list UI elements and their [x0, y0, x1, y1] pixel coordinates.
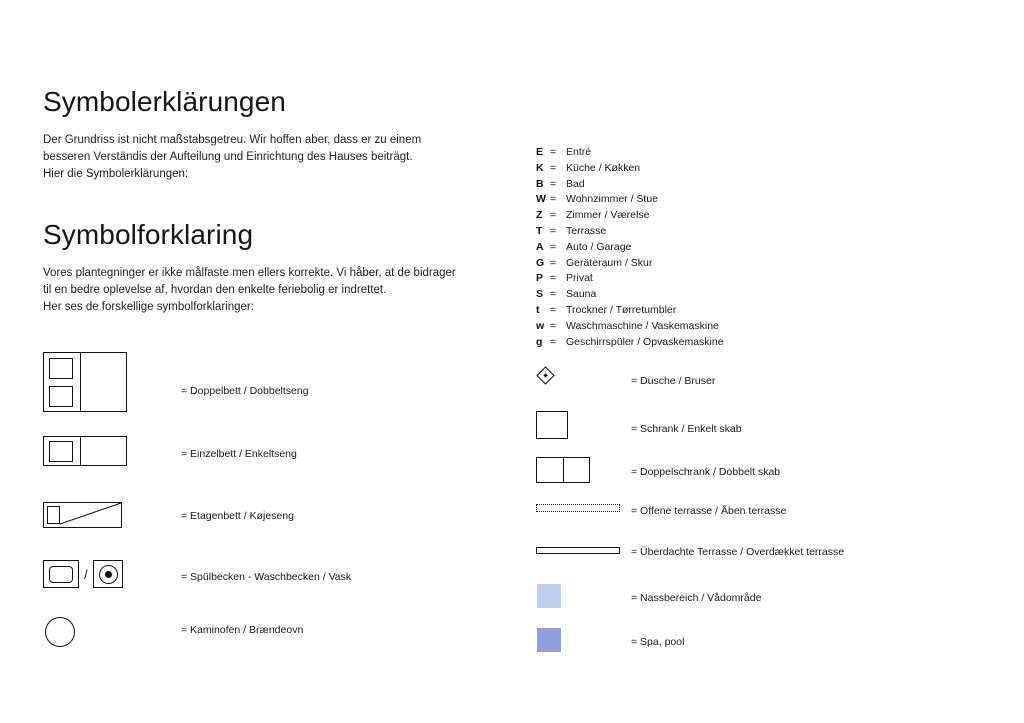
- abbreviation-equals: =: [550, 272, 557, 285]
- legend-item-double-bed: [43, 352, 513, 416]
- single-bed-icon: [43, 436, 127, 466]
- legend-item-shower: [536, 368, 936, 411]
- legend-label-fireplace: = Kaminofen / Brændeovn: [181, 624, 304, 636]
- abbreviation-value: Auto / Garage: [566, 240, 632, 253]
- abbreviation-equals: =: [550, 193, 557, 206]
- abbreviation-value: Trockner / Tørretumbler: [566, 303, 677, 316]
- bunk-bed-icon: [43, 502, 125, 535]
- abbreviation-key: E: [536, 146, 544, 158]
- abbreviation-row: [536, 320, 856, 336]
- abbreviation-list: [536, 146, 856, 351]
- double-closet-icon: [536, 457, 590, 483]
- intro-paragraph-de: [43, 132, 503, 183]
- abbreviation-row: [536, 241, 856, 257]
- legend-item-double-closet: [536, 453, 936, 496]
- abbreviation-key: W: [536, 193, 546, 206]
- legend-item-spa-pool: [536, 623, 936, 666]
- washbasin-round-icon: [93, 560, 123, 588]
- legend-label-sink: = Spülbecken - Waschbecken / Vask: [181, 571, 352, 583]
- abbreviation-key: Z: [536, 209, 543, 222]
- abbreviation-equals: =: [550, 161, 557, 174]
- abbreviation-key: t: [536, 303, 540, 316]
- abbreviation-value: Entré: [566, 146, 592, 158]
- abbreviation-key: S: [536, 288, 544, 301]
- abbreviation-equals: =: [550, 335, 557, 348]
- legend-label-shower: = Dusche / Bruser: [631, 375, 716, 387]
- abbreviation-equals: =: [550, 303, 557, 316]
- covered-terrace-icon: [536, 547, 620, 554]
- abbreviation-equals: =: [550, 209, 557, 222]
- shower-icon: [539, 369, 552, 382]
- intro-de-line-1: Der Grundriss ist nicht maßstabsgetreu. Wir hoffen aber, dass er zu einem: [43, 134, 422, 146]
- abbreviation-key: P: [536, 272, 544, 285]
- legend-item-sink: [43, 538, 513, 599]
- abbreviation-value: Geschirrspüler / Opvaskemaskine: [566, 335, 724, 348]
- page-title-da: Symbolforklaring: [43, 219, 254, 250]
- abbreviation-row: [536, 209, 856, 225]
- double-bed-icon: [43, 352, 127, 412]
- legend-item-single-bed: [43, 416, 513, 477]
- abbreviation-row: [536, 193, 856, 209]
- legend-label-single-bed: = Einzelbett / Enkeltseng: [181, 448, 297, 460]
- legend-item-covered-terrace: [536, 538, 936, 581]
- fireplace-icon: [45, 617, 75, 647]
- abbreviation-row: [536, 178, 856, 194]
- intro-paragraph-da: [43, 265, 503, 316]
- abbreviation-value: Wohnzimmer / Stue: [566, 193, 659, 206]
- abbreviation-row: [536, 272, 856, 288]
- intro-da-line-2: til en bedre oplevelse af, hvordan den enkelte feriebolig er indrettet.: [43, 284, 387, 296]
- sink-washbasin-icon: [43, 560, 123, 588]
- open-terrace-icon: [536, 504, 620, 512]
- abbreviation-value: Bad: [566, 177, 585, 190]
- abbreviation-row: [536, 162, 856, 178]
- abbreviation-key: G: [536, 256, 545, 269]
- abbreviation-value: Küche / Køkken: [566, 161, 641, 174]
- legend-item-open-terrace: [536, 496, 936, 539]
- abbreviation-row: [536, 336, 856, 352]
- legend-label-wet-area: = Nassbereich / Vådområde: [631, 591, 762, 604]
- legend-label-spa-pool: = Spa, pool: [631, 636, 685, 648]
- abbreviation-value: Zimmer / Værelse: [566, 209, 650, 222]
- abbreviation-row: [536, 146, 856, 162]
- abbreviation-value: Sauna: [566, 288, 597, 301]
- legend-label-covered-terrace: = Überdachte Terrasse / Overdækket terrasse: [631, 546, 845, 558]
- intro-de-line-2: besseren Verständis der Aufteilung und Einrichtung des Hauses beiträgt.: [43, 151, 413, 163]
- single-closet-icon: [536, 411, 568, 439]
- right-symbol-list: [536, 368, 936, 666]
- sink-separator: /: [84, 566, 88, 582]
- abbreviation-key: T: [536, 224, 543, 237]
- spa-pool-swatch-icon: [537, 628, 561, 652]
- legend-label-bunk-bed: = Etagenbett / Køjeseng: [181, 510, 294, 522]
- intro-de-line-3: Hier die Symbolerklärungen:: [43, 168, 189, 180]
- abbreviation-row: [536, 288, 856, 304]
- abbreviation-value: Privat: [566, 272, 593, 285]
- abbreviation-key: K: [536, 161, 544, 174]
- abbreviation-value: Geräteraum / Skur: [566, 256, 653, 269]
- legend-label-double-bed: = Doppelbett / Dobbeltseng: [181, 385, 309, 397]
- abbreviation-equals: =: [550, 177, 557, 190]
- abbreviation-key: g: [536, 335, 543, 348]
- abbreviation-value: Waschmaschine / Vaskemaskine: [566, 319, 719, 332]
- abbreviation-key: w: [536, 319, 545, 332]
- abbreviation-equals: =: [550, 240, 557, 253]
- abbreviation-equals: =: [550, 256, 557, 269]
- sink-rect-icon: [43, 560, 79, 588]
- legend-item-wet-area: [536, 581, 936, 624]
- wet-area-swatch-icon: [537, 584, 561, 608]
- abbreviation-row: [536, 304, 856, 320]
- legend-text-column: [43, 86, 503, 316]
- intro-da-line-3: Her ses de forskellige symbolforklaringer:: [43, 301, 254, 313]
- legend-item-single-closet: [536, 411, 936, 454]
- abbreviation-equals: =: [550, 146, 557, 158]
- abbreviation-value: Terrasse: [566, 224, 607, 237]
- legend-item-bunk-bed: [43, 477, 513, 538]
- abbreviation-equals: =: [550, 319, 557, 332]
- abbreviation-key: A: [536, 240, 544, 253]
- abbreviation-key: B: [536, 177, 544, 190]
- legend-label-open-terrace: = Offene terrasse / Åben terrasse: [631, 504, 787, 517]
- legend-item-fireplace: [43, 599, 513, 655]
- intro-da-line-1: Vores plantegninger er ikke målfaste men ellers korrekte. Vi håber, at de bidrager: [43, 267, 456, 279]
- abbreviation-row: [536, 257, 856, 273]
- abbreviation-equals: =: [550, 224, 557, 237]
- legend-label-single-closet: = Schrank / Enkelt skab: [631, 422, 742, 435]
- page-title-de: Symbolerklärungen: [43, 86, 286, 117]
- legend-label-double-closet: = Doppelschrank / Dobbelt skab: [631, 466, 781, 478]
- abbreviation-equals: =: [550, 288, 557, 301]
- bunk-bed-svg: [43, 502, 125, 530]
- abbreviation-row: [536, 225, 856, 241]
- left-symbol-list: [43, 352, 513, 655]
